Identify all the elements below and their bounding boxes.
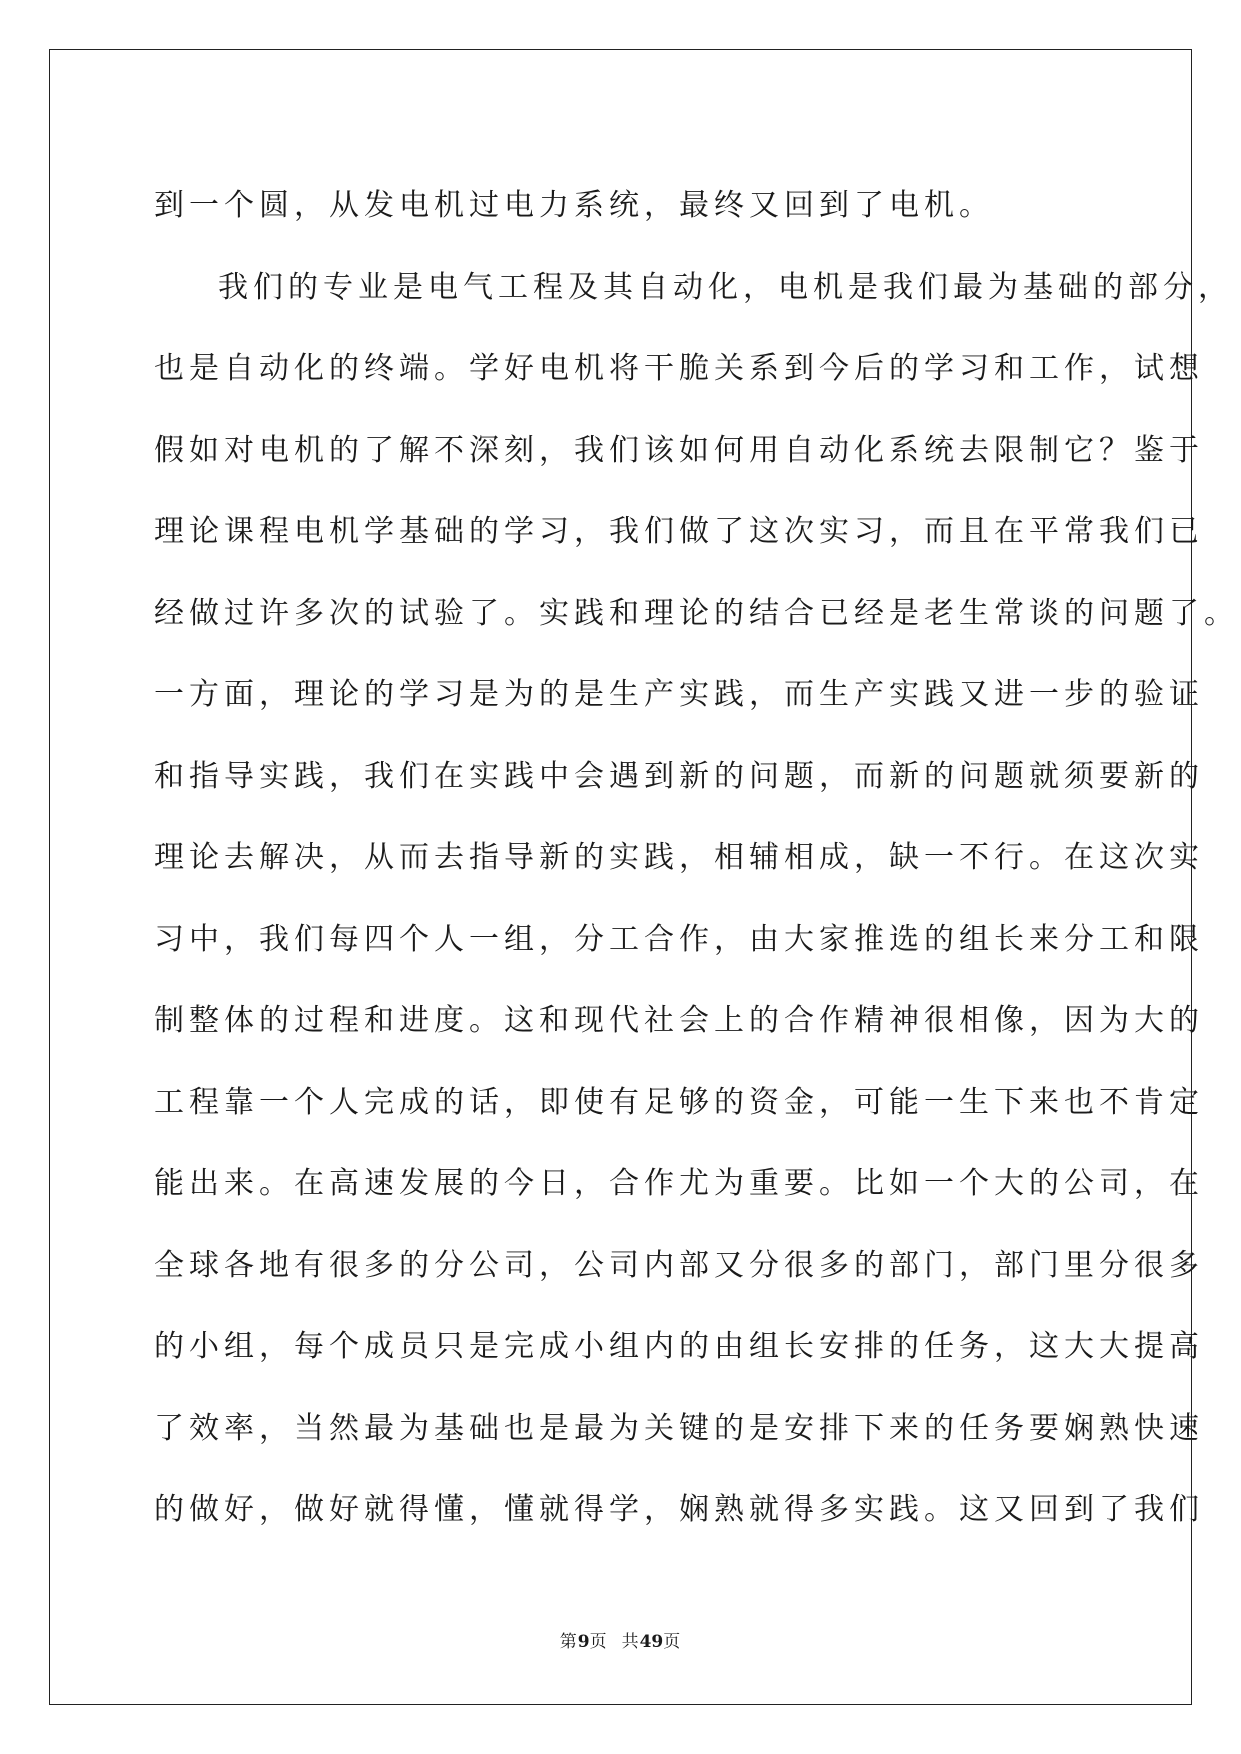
page-suffix: 页 <box>589 1632 608 1652</box>
text-line: 理论课程电机学基础的学习，我们做了这次实习，而且在平常我们已 <box>154 514 1204 549</box>
text-line: 能出来。在高速发展的今日，合作尤为重要。比如一个大的公司，在 <box>154 1166 1204 1201</box>
text-line: 的小组，每个成员只是完成小组内的由组长安排的任务，这大大提高 <box>154 1329 1204 1364</box>
text-line: 了效率，当然最为基础也是最为关键的是安排下来的任务要娴熟快速 <box>154 1410 1204 1446</box>
text-line: 假如对电机的了解不深刻，我们该如何用自动化系统去限制它？鉴于 <box>154 432 1204 468</box>
page-prefix: 第 <box>559 1632 578 1652</box>
total-pages: 49 <box>639 1632 664 1652</box>
text-line: 理论去解决，从而去指导新的实践，相辅相成，缺一不行。在这次实 <box>154 840 1204 875</box>
total-prefix: 共 <box>621 1632 640 1652</box>
text-line: 和指导实践，我们在实践中会遇到新的问题，而新的问题就须要新的 <box>154 758 1204 794</box>
body-text <box>154 165 1239 1551</box>
page-footer <box>0 1630 1241 1654</box>
text-line: 的做好，做好就得懂，懂就得学，娴熟就得多实践。这又回到了我们 <box>154 1492 1204 1527</box>
text-line: 制整体的过程和进度。这和现代社会上的合作精神很相像，因为大的 <box>154 1003 1204 1038</box>
page-number: 9 <box>577 1632 590 1652</box>
text-line: 一方面，理论的学习是为的是生产实践，而生产实践又进一步的验证 <box>154 677 1204 712</box>
text-line: 工程靠一个人完成的话，即使有足够的资金，可能一生下来也不肯定 <box>154 1084 1204 1120</box>
text-line: 也是自动化的终端。学好电机将干脆关系到今后的学习和工作，试想 <box>154 351 1204 386</box>
text-line: 全球各地有很多的分公司，公司内部又分很多的部门，部门里分很多 <box>154 1247 1204 1283</box>
text-line: 习中，我们每四个人一组，分工合作，由大家推选的组长来分工和限 <box>154 921 1204 957</box>
text-line: 我们的专业是电气工程及其自动化，电机是我们最为基础的部分， <box>218 269 1233 305</box>
total-suffix: 页 <box>663 1632 682 1652</box>
text-line: 经做过许多次的试验了。实践和理论的结合已经是老生常谈的问题了。 <box>154 595 1239 631</box>
text-line: 到一个圆，从发电机过电力系统，最终又回到了电机。 <box>154 188 994 223</box>
